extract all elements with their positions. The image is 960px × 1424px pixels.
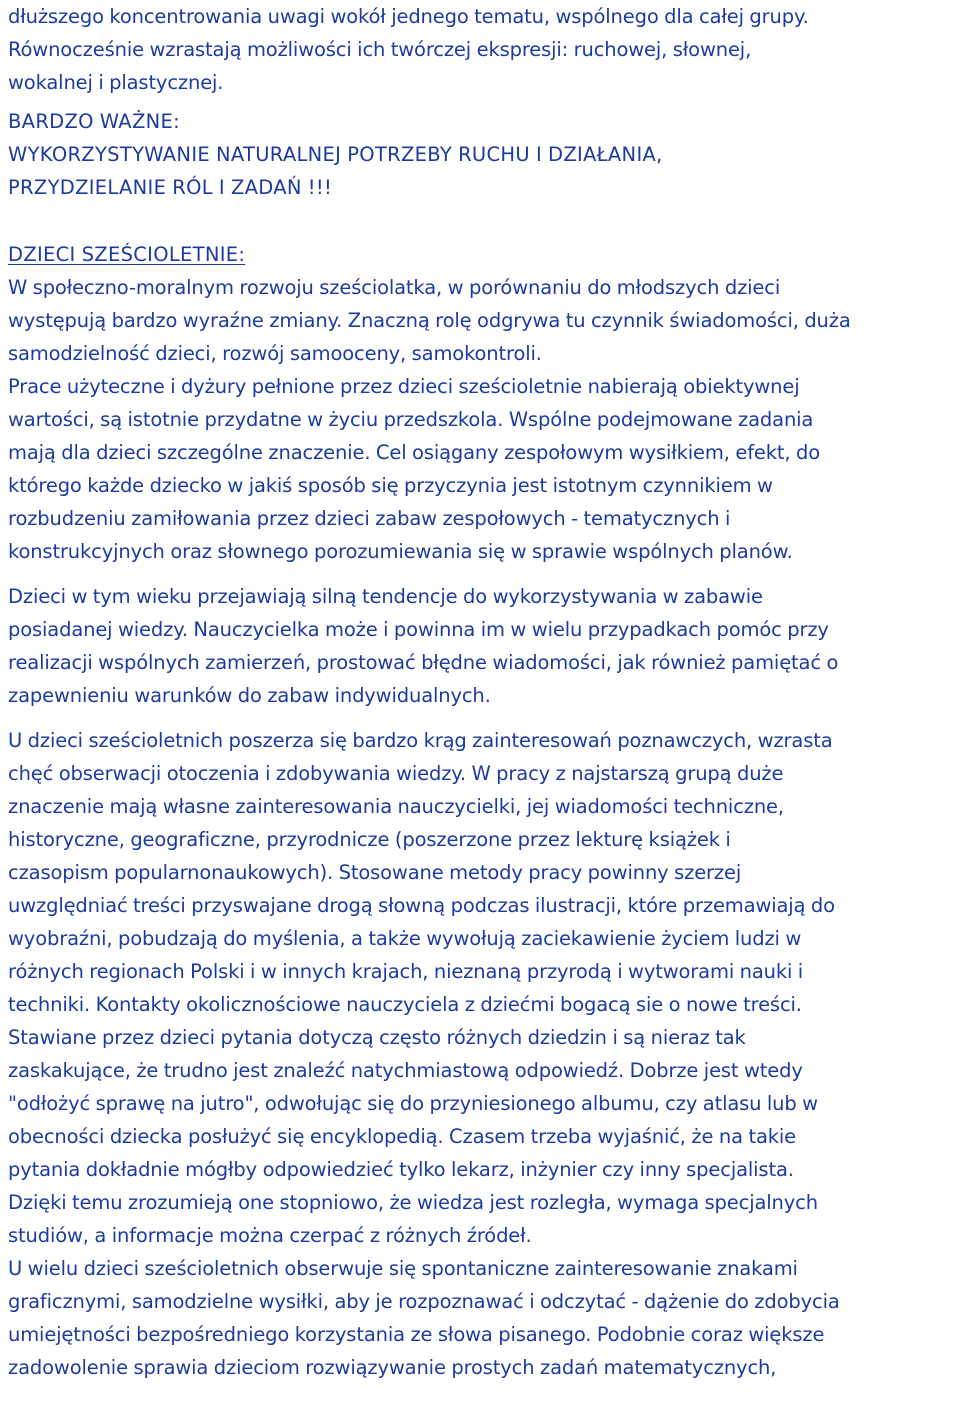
text-line: U wielu dzieci sześcioletnich obserwuje się spontaniczne zainteresowanie znakami <box>8 1257 798 1280</box>
text-line: samodzielność dzieci, rozwój samooceny, samokontroli. <box>8 342 542 365</box>
intro-paragraph <box>8 0 956 99</box>
text-line: graficznymi, samodzielne wysiłki, aby je rozpoznawać i odczytać - dążenie do zdobycia <box>8 1290 840 1313</box>
heading-line: WYKORZYSTYWANIE NATURALNEJ POTRZEBY RUCHU I DZIAŁANIA, <box>8 143 663 166</box>
text-line: zaskakujące, że trudno jest znaleźć natychmiastową odpowiedź. Dobrze jest wtedy <box>8 1059 803 1082</box>
text-line: umiejętności bezpośredniego korzystania ze słowa pisanego. Podobnie coraz większe <box>8 1323 825 1346</box>
text-line: Prace użyteczne i dyżury pełnione przez dzieci sześcioletnie nabierają obiektywnej <box>8 375 800 398</box>
text-line: historyczne, geograficzne, przyrodnicze (poszerzone przez lekturę książek i <box>8 828 731 851</box>
text-line: rozbudzeniu zamiłowania przez dzieci zabaw zespołowych - tematycznych i <box>8 507 731 530</box>
text-line: techniki. Kontakty okolicznościowe nauczyciela z dziećmi bogacą sie o nowe treści. <box>8 993 802 1016</box>
text-line: realizacji wspólnych zamierzeń, prostować błędne wiadomości, jak również pamiętać o <box>8 651 839 674</box>
section-heading: DZIECI SZEŚCIOLETNIE: <box>8 243 246 266</box>
text-line: konstrukcyjnych oraz słownego porozumiewania się w sprawie wspólnych planów. <box>8 540 793 563</box>
text-line: zadowolenie sprawia dzieciom rozwiązywanie prostych zadań matematycznych, <box>8 1356 777 1379</box>
document-page <box>8 0 956 1384</box>
text-line: Dzieci w tym wieku przejawiają silną tendencje do wykorzystywania w zabawie <box>8 585 763 608</box>
text-line: studiów, a informacje można czerpać z różnych źródeł. <box>8 1224 532 1247</box>
text-line: występują bardzo wyraźne zmiany. Znaczną rolę odgrywa tu czynnik świadomości, duża <box>8 309 851 332</box>
text-line: posiadanej wiedzy. Nauczycielka może i powinna im w wielu przypadkach pomóc przy <box>8 618 829 641</box>
text-line: Równocześnie wzrastają możliwości ich twórczej ekspresji: ruchowej, słownej, <box>8 38 752 61</box>
text-line: dłuższego koncentrowania uwagi wokół jednego tematu, wspólnego dla całej grupy. <box>8 5 809 28</box>
text-line: którego każde dziecko w jakiś sposób się przyczynia jest istotnym czynnikiem w <box>8 474 773 497</box>
text-line: U dzieci sześcioletnich poszerza się bardzo krąg zainteresowań poznawczych, wzrasta <box>8 729 833 752</box>
text-line: wartości, są istotnie przydatne w życiu przedszkola. Wspólne podejmowane zadania <box>8 408 814 431</box>
text-line: chęć obserwacji otoczenia i zdobywania wiedzy. W pracy z najstarszą grupą duże <box>8 762 784 785</box>
heading-line: PRZYDZIELANIE RÓL I ZADAŃ !!! <box>8 176 333 199</box>
text-line: różnych regionach Polski i w innych krajach, nieznaną przyrodą i wytworami nauki i <box>8 960 804 983</box>
text-line: Stawiane przez dzieci pytania dotyczą często różnych dziedzin i są nieraz tak <box>8 1026 746 1049</box>
text-line: znaczenie mają własne zainteresowania nauczycielki, jej wiadomości techniczne, <box>8 795 784 818</box>
text-line: zapewnieniu warunków do zabaw indywidualnych. <box>8 684 491 707</box>
text-line: "odłożyć sprawę na jutro", odwołując się do przyniesionego albumu, czy atlasu lub w <box>8 1092 818 1115</box>
text-line: mają dla dzieci szczególne znaczenie. Cel osiągany zespołowym wysiłkiem, efekt, do <box>8 441 820 464</box>
text-line: obecności dziecka posłużyć się encyklopedią. Czasem trzeba wyjaśnić, że na takie <box>8 1125 796 1148</box>
text-line: czasopism popularnonaukowych). Stosowane metody pracy powinny szerzej <box>8 861 742 884</box>
text-line: W społeczno-moralnym rozwoju sześciolatka, w porównaniu do młodszych dzieci <box>8 276 781 299</box>
text-line: wokalnej i plastycznej. <box>8 71 224 94</box>
text-line: wyobraźni, pobudzają do myślenia, a także wywołują zaciekawienie życiem ludzi w <box>8 927 802 950</box>
heading-line: BARDZO WAŻNE: <box>8 110 180 133</box>
paragraph-1 <box>8 271 956 568</box>
text-line: Dzięki temu zrozumieją one stopniowo, że wiedza jest rozległa, wymaga specjalnych <box>8 1191 818 1214</box>
paragraph-3 <box>8 724 956 1384</box>
important-heading <box>8 105 956 204</box>
paragraph-2 <box>8 580 956 712</box>
text-line: pytania dokładnie mógłby odpowiedzieć tylko lekarz, inżynier czy inny specjalista. <box>8 1158 794 1181</box>
text-line: uwzględniać treści przyswajane drogą słowną podczas ilustracji, które przemawiają do <box>8 894 835 917</box>
